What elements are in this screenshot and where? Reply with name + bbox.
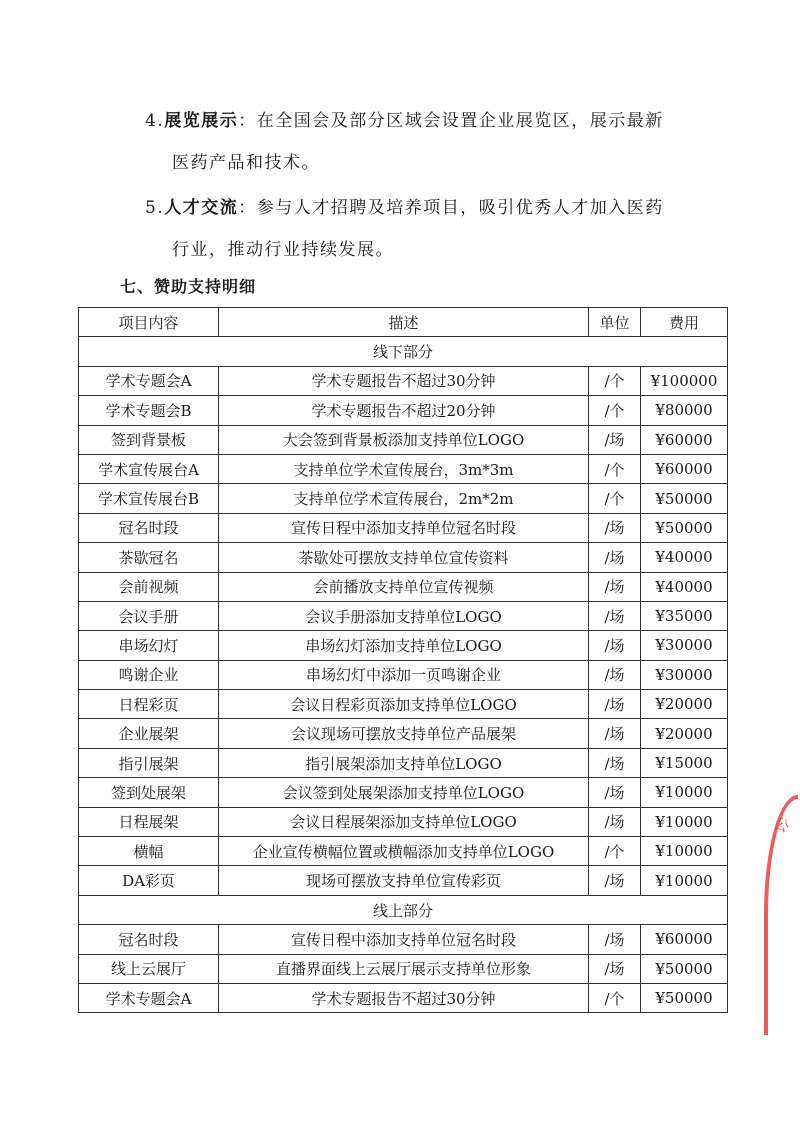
cell-cost: ¥50000 <box>641 983 728 1012</box>
cell-cost: ¥80000 <box>641 396 728 425</box>
cell-item: DA彩页 <box>79 866 219 895</box>
table-row <box>79 425 728 454</box>
cell-item: 学术专题会A <box>79 983 219 1012</box>
cell-cost: ¥30000 <box>641 631 728 660</box>
header-item: 项目内容 <box>79 308 219 337</box>
item-title: 人才交流 <box>164 198 239 218</box>
cell-unit: /场 <box>589 954 641 983</box>
cell-unit: /个 <box>589 484 641 513</box>
cell-item: 串场幻灯 <box>79 631 219 660</box>
cell-item: 企业展架 <box>79 719 219 748</box>
cell-unit: /场 <box>589 807 641 836</box>
cell-cost: ¥10000 <box>641 866 728 895</box>
cell-item: 会议手册 <box>79 601 219 630</box>
cell-unit: /场 <box>589 513 641 542</box>
section-title: 线下部分 <box>79 337 728 366</box>
cell-item: 会前视频 <box>79 572 219 601</box>
cell-unit: /个 <box>589 366 641 395</box>
cell-description: 企业宣传横幅位置或横幅添加支持单位LOGO <box>219 837 589 866</box>
cell-description: 支持单位学术宣传展台，2m*2m <box>219 484 589 513</box>
table-row <box>79 454 728 483</box>
table-row <box>79 631 728 660</box>
cell-description: 串场幻灯中添加一页鸣谢企业 <box>219 660 589 689</box>
cell-unit: /场 <box>589 748 641 777</box>
cell-cost: ¥35000 <box>641 601 728 630</box>
cell-unit: /个 <box>589 983 641 1012</box>
cell-description: 大会签到背景板添加支持单位LOGO <box>219 425 589 454</box>
paragraph-4-line1 <box>145 106 664 131</box>
header-unit: 单位 <box>589 308 641 337</box>
cell-item: 日程展架 <box>79 807 219 836</box>
cell-item: 线上云展厅 <box>79 954 219 983</box>
section-row <box>79 895 728 924</box>
cell-cost: ¥20000 <box>641 719 728 748</box>
item-text: ：在全国会及部分区域会设置企业展览区，展示最新 <box>238 111 664 131</box>
cell-item: 横幅 <box>79 837 219 866</box>
table-row <box>79 866 728 895</box>
cell-cost: ¥20000 <box>641 690 728 719</box>
cell-description: 会前播放支持单位宣传视频 <box>219 572 589 601</box>
cell-item: 签到处展架 <box>79 778 219 807</box>
cell-cost: ¥50000 <box>641 484 728 513</box>
cell-unit: /个 <box>589 454 641 483</box>
table-row <box>79 396 728 425</box>
cell-cost: ¥10000 <box>641 837 728 866</box>
cell-cost: ¥100000 <box>641 366 728 395</box>
cell-unit: /场 <box>589 601 641 630</box>
cell-unit: /场 <box>589 925 641 954</box>
paragraph-4-line2: 医药产品和技术。 <box>172 153 320 173</box>
table-row <box>79 983 728 1012</box>
cell-item: 学术宣传展台A <box>79 454 219 483</box>
header-cost: 费用 <box>641 308 728 337</box>
cell-description: 指引展架添加支持单位LOGO <box>219 748 589 777</box>
cell-description: 会议签到处展架添加支持单位LOGO <box>219 778 589 807</box>
cell-cost: ¥50000 <box>641 954 728 983</box>
cell-unit: /场 <box>589 660 641 689</box>
cell-unit: /场 <box>589 572 641 601</box>
cell-item: 学术宣传展台B <box>79 484 219 513</box>
item-title: 展览展示 <box>164 111 239 131</box>
table-row <box>79 925 728 954</box>
cell-item: 签到背景板 <box>79 425 219 454</box>
section-row <box>79 337 728 366</box>
item-number: 4. <box>145 111 165 131</box>
cell-description: 串场幻灯添加支持单位LOGO <box>219 631 589 660</box>
table-row <box>79 807 728 836</box>
cell-item: 冠名时段 <box>79 513 219 542</box>
cell-item: 茶歇冠名 <box>79 543 219 572</box>
table-row <box>79 513 728 542</box>
table-row <box>79 690 728 719</box>
cell-item: 鸣谢企业 <box>79 660 219 689</box>
cell-unit: /场 <box>589 690 641 719</box>
cell-unit: /个 <box>589 837 641 866</box>
cell-cost: ¥40000 <box>641 543 728 572</box>
table-row <box>79 719 728 748</box>
item-text: ：参与人才招聘及培养项目，吸引优秀人才加入医药 <box>238 198 664 218</box>
cell-cost: ¥30000 <box>641 660 728 689</box>
cell-unit: /场 <box>589 631 641 660</box>
table-header-row <box>79 308 728 337</box>
cell-description: 学术专题报告不超过30分钟 <box>219 983 589 1012</box>
cell-item: 学术专题会A <box>79 366 219 395</box>
cell-unit: /场 <box>589 778 641 807</box>
cell-description: 会议现场可摆放支持单位产品展架 <box>219 719 589 748</box>
cell-description: 学术专题报告不超过30分钟 <box>219 366 589 395</box>
cell-description: 支持单位学术宣传展台，3m*3m <box>219 454 589 483</box>
table-row <box>79 778 728 807</box>
table-row <box>79 954 728 983</box>
cell-description: 会议手册添加支持单位LOGO <box>219 601 589 630</box>
cell-cost: ¥10000 <box>641 778 728 807</box>
table-row <box>79 601 728 630</box>
cell-item: 学术专题会B <box>79 396 219 425</box>
cell-cost: ¥15000 <box>641 748 728 777</box>
cell-unit: /场 <box>589 719 641 748</box>
cell-item: 日程彩页 <box>79 690 219 719</box>
cell-item: 指引展架 <box>79 748 219 777</box>
section-heading: 七、赞助支持明细 <box>120 277 257 296</box>
cell-description: 直播界面线上云展厅展示支持单位形象 <box>219 954 589 983</box>
cell-description: 茶歇处可摆放支持单位宣传资料 <box>219 543 589 572</box>
cell-cost: ¥60000 <box>641 425 728 454</box>
sponsorship-table <box>78 307 728 1013</box>
header-description: 描述 <box>219 308 589 337</box>
cell-description: 会议日程展架添加支持单位LOGO <box>219 807 589 836</box>
cell-unit: /场 <box>589 425 641 454</box>
cell-description: 学术专题报告不超过20分钟 <box>219 396 589 425</box>
paragraph-5-line1 <box>145 193 664 218</box>
cell-cost: ¥60000 <box>641 925 728 954</box>
cell-unit: /场 <box>589 543 641 572</box>
cell-cost: ¥40000 <box>641 572 728 601</box>
table-row <box>79 837 728 866</box>
table-row <box>79 484 728 513</box>
cell-description: 宣传日程中添加支持单位冠名时段 <box>219 925 589 954</box>
table-row <box>79 572 728 601</box>
cell-unit: /个 <box>589 396 641 425</box>
item-number: 5. <box>145 198 165 218</box>
table-row <box>79 660 728 689</box>
cell-cost: ¥60000 <box>641 454 728 483</box>
cell-item: 冠名时段 <box>79 925 219 954</box>
seal-text: 公 <box>770 813 793 837</box>
table-row <box>79 366 728 395</box>
section-title: 线上部分 <box>79 895 728 924</box>
cell-description: 现场可摆放支持单位宣传彩页 <box>219 866 589 895</box>
cell-unit: /场 <box>589 866 641 895</box>
table-row <box>79 748 728 777</box>
cell-cost: ¥50000 <box>641 513 728 542</box>
cell-description: 宣传日程中添加支持单位冠名时段 <box>219 513 589 542</box>
cell-description: 会议日程彩页添加支持单位LOGO <box>219 690 589 719</box>
cell-cost: ¥10000 <box>641 807 728 836</box>
paragraph-5-line2: 行业，推动行业持续发展。 <box>172 240 394 260</box>
table-row <box>79 543 728 572</box>
